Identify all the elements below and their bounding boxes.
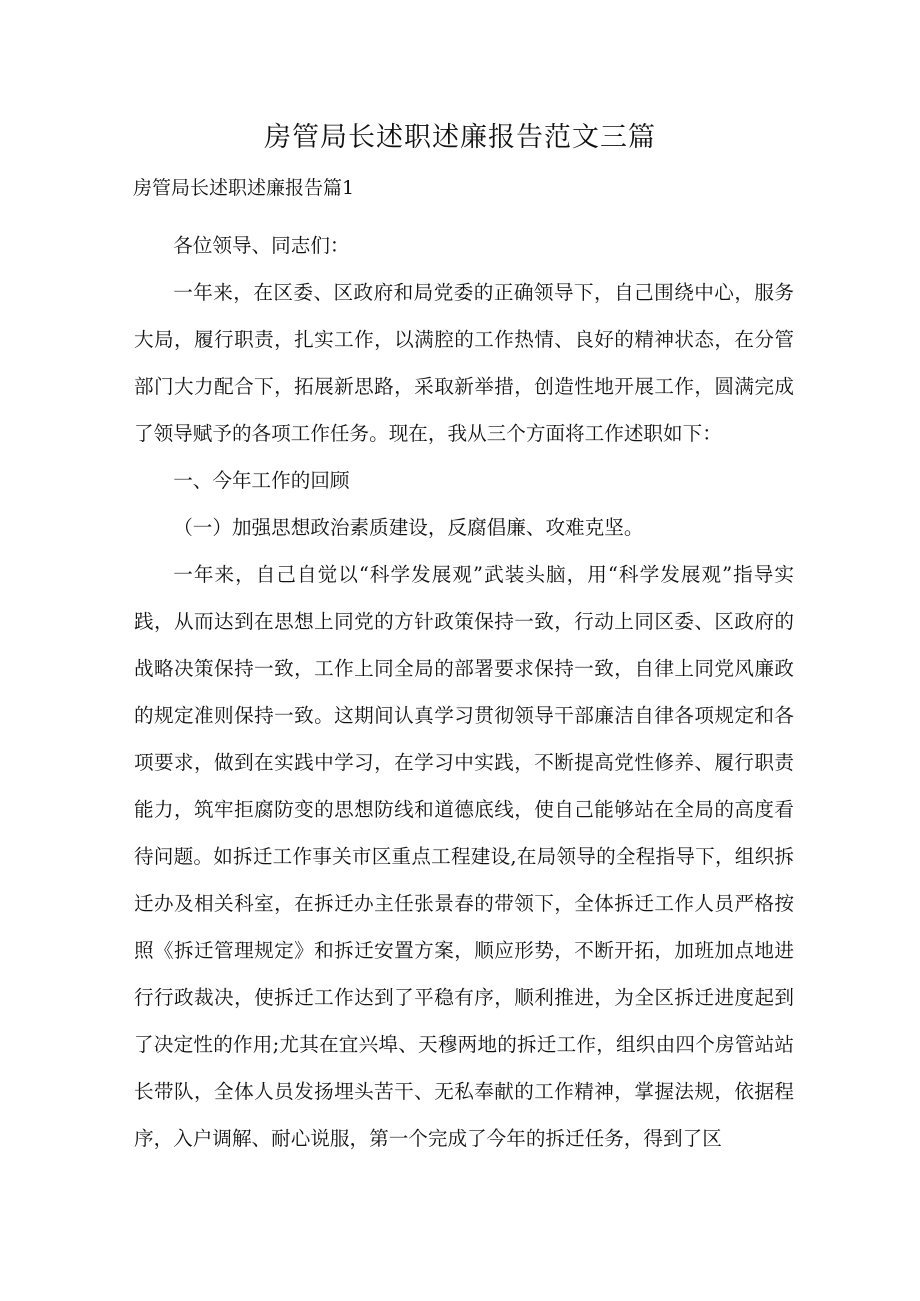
subsection-one-heading: （一）加强思想政治素质建设，反腐倡廉、攻难克坚。 bbox=[173, 516, 644, 539]
intro-paragraph: 一年来，在区委、区政府和局党委的正确领导下，自己围绕中心，服务大局，履行职责，扎实工作，以满腔的工作热情、良好的精神状态，在分管部门大力配合下，拓展新思路，采取新举措，创造性地开展工作，圆满完成了领导赋予的各项工作任务。现在，我从三个方面将工作述职如下： bbox=[134, 281, 794, 445]
salutation-paragraph: 各位领导、同志们： bbox=[173, 234, 350, 257]
body-paragraph: 一年来，自己自觉以“科学发展观”武装头脑，用“科学发展观”指导实践，从而达到在思想上同党的方针政策保持一致，行动上同区委、区政府的战略决策保持一致，工作上同全局的部署要求保持一致，自律上同党风廉政的规定准则保持一致。这期间认真学习贯彻领导干部廉洁自律各项规定和各项要求，做到在实践中学习，在学习中实践，不断提高党性修养、履行职责能力，筑牢拒腐防变的思想防线和道德底线，使自己能够站在全局的高度看待问题。如拆迁工作事关市区重点工程建设,在局领导的全程指导下，组织拆迁办及相关科室，在拆迁办主任张景春的带领下，全体拆迁工作人员严格按照《拆迁管理规定》和拆迁安置方案，顺应形势，不断开拓，加班加点地进行行政裁决，使拆迁工作达到了平稳有序，顺利推进，为全区拆迁进度起到了决定性的作用;尤其在宜兴埠、天穆两地的拆迁工作，组织由四个房管站站长带队，全体人员发扬埋头苦干、无私奉献的工作精神，掌握法规，依据程序，入户调解、耐心说服，第一个完成了今年的拆迁任务，得到了区 bbox=[134, 563, 794, 1150]
document-title: 房管局长述职述廉报告范文三篇 bbox=[264, 122, 656, 153]
part-one-heading: 一、今年工作的回顾 bbox=[173, 469, 350, 492]
section-heading: 房管局长述职述廉报告篇1 bbox=[133, 177, 355, 199]
document-body bbox=[134, 222, 794, 1162]
